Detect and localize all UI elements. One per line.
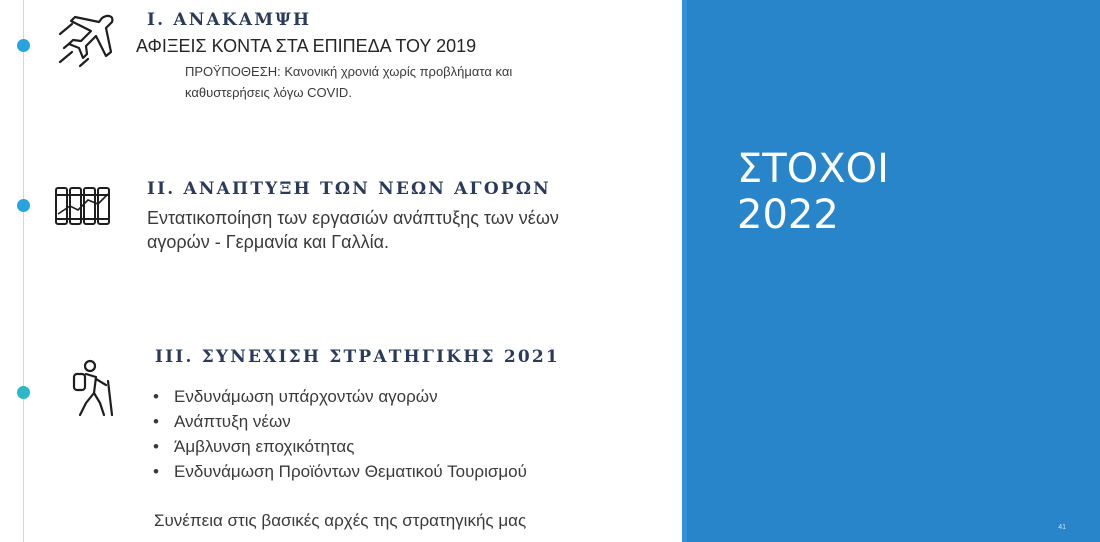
page-number: 41 (1058, 524, 1066, 531)
section-title-recovery: I. ΑΝΑΚΑΜΨΗ (147, 10, 312, 30)
goals-panel (687, 0, 1100, 542)
panel-title (737, 146, 889, 238)
timeline-dot-3 (17, 386, 30, 399)
section-body-new-markets: Εντατικοποίηση των εργασιών ανάπτυξης των νέων αγορών - Γερμανία και Γαλλία. (147, 208, 559, 252)
hiker-icon (66, 359, 118, 417)
timeline-dot-2 (17, 199, 30, 212)
panel-title-line-2: 2022 (737, 192, 839, 238)
timeline-line (23, 0, 24, 542)
section-note-condition: ΠΡΟΫΠΟΘΕΣΗ: Κανονική χρονιά χωρίς προβλήματα και καθυστερήσεις λόγω COVID. (185, 64, 513, 100)
strategy-bullet-3: • Άμβλυνση εποχικότητας (150, 434, 527, 459)
strategy-bullet-4: • Ενδυνάμωση Προϊόντων Θεματικού Τουρισμού (150, 459, 527, 484)
strategy-bullet-2: • Ανάπτυξη νέων (150, 409, 527, 434)
growth-chart-icon (54, 186, 112, 226)
airplane-icon (56, 12, 118, 68)
section-title-strategy: III. ΣΥΝΕΧΙΣΗ ΣΤΡΑΤΗΓΙΚΗΣ 2021 (155, 347, 560, 367)
strategy-bullet-1: • Ενδυνάμωση υπάρχοντών αγορών (150, 384, 527, 409)
section-title-new-markets: II. ΑΝΑΠΤΥΞΗ ΤΩΝ ΝΕΩΝ ΑΓΟΡΩΝ (147, 179, 551, 199)
strategy-consequence: Συνέπεια στις βασικές αρχές της στρατηγικής μας (154, 511, 527, 530)
strategy-bullets (150, 384, 527, 484)
timeline-dot-1 (17, 39, 30, 52)
section-subhead-arrivals: ΑΦΙΞΕΙΣ ΚΟΝΤΑ ΣΤΑ ΕΠΙΠΕΔΑ ΤΟΥ 2019 (136, 36, 477, 56)
panel-title-line-1: ΣΤΟΧΟΙ (737, 146, 889, 192)
